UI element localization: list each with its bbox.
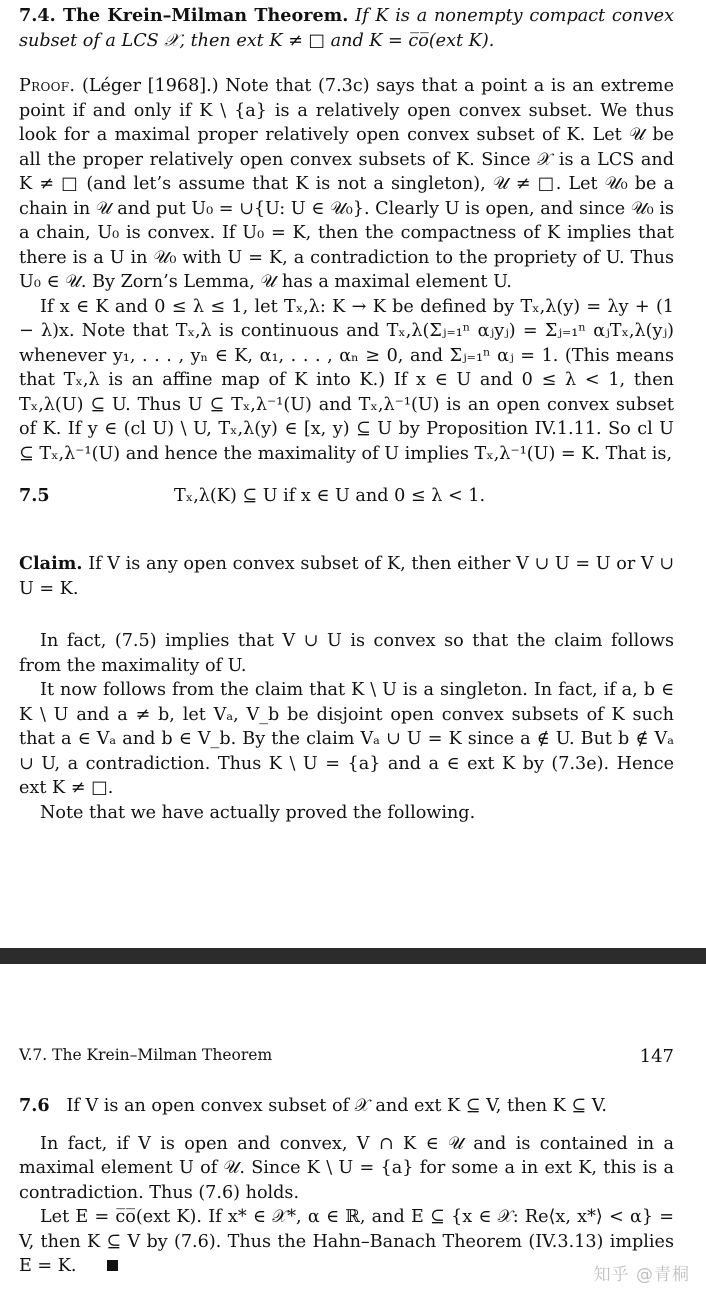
conclusion-text: Let E = c̅o̅(ext K). If x* ∈ 𝒳*, α ∈ ℝ, and E ⊆ {x ∈ 𝒳: Re⟨x, x*⟩ < α} = V, then K ⊆ V by (7.6). Thus the Hahn–Banach Theorem (IV.3.13) implies E = K. [19, 1207, 674, 1276]
proposition-text: If V is an open convex subset of 𝒳 and ext K ⊆ V, then K ⊆ V. [66, 1096, 607, 1116]
theorem-label: 7.4. The Krein–Milman Theorem. [19, 5, 349, 26]
theorem-statement: If K is a nonempty compact convex subset of a LCS 𝒳, then ext K ≠ □ and K = c̅o̅(ext K). [19, 6, 674, 51]
proposition-label: 7.6 [19, 1095, 50, 1116]
page-number: 147 [639, 1046, 674, 1067]
qed-square-icon [107, 1260, 118, 1271]
running-header [19, 1046, 674, 1067]
proof-paragraph-1 [19, 74, 674, 295]
equation-formula: Tₓ,λ(K) ⊆ U if x ∈ U and 0 ≤ λ < 1. [174, 486, 486, 506]
page-bottom-content [19, 1094, 674, 1279]
proof-text-1: (Léger [1968].) Note that (7.3c) says that a point a is an extreme point if and only if K \ {a} is a relatively open convex subset. We thus look for a maximal proper relatively open convex subset of K. Let 𝒰 be all the proper relatively open convex subsets of K. Since 𝒳 is a LCS and K ≠ □ (and let’s assume that K is not a singleton), 𝒰 ≠ □. Let 𝒰₀ be a chain in 𝒰 and put U₀ = ∪{U: U ∈ 𝒰₀}. Clearly U is open, and since 𝒰₀ is a chain, U₀ is convex. If U₀ = K, then the compactness of K implies that there is a U in 𝒰₀ with U = K, a contradiction to the propriety of U. Thus U₀ ∈ 𝒰. By Zorn’s Lemma, 𝒰 has a maximal element U. [19, 76, 675, 292]
proof-paragraph-2: If x ∈ K and 0 ≤ λ ≤ 1, let Tₓ,λ: K → K be defined by Tₓ,λ(y) = λy + (1 − λ)x. Note that Tₓ,λ is continuous and Tₓ,λ(Σⱼ₌₁ⁿ αⱼyⱼ) = Σⱼ₌₁ⁿ αⱼTₓ,λ(yⱼ) whenever y₁, . . . , yₙ ∈ K, α₁, . . . , αₙ ≥ 0, and Σⱼ₌₁ⁿ αⱼ = 1. (This means that Tₓ,λ is an affine map of K into K.) If x ∈ U and 0 ≤ λ < 1, then Tₓ,λ(U) ⊆ U. Thus U ⊆ Tₓ,λ⁻¹(U) and Tₓ,λ⁻¹(U) is an open convex subset of K. If y ∈ (cl U) \ U, Tₓ,λ(y) ∈ [x, y) ⊆ U by Proposition IV.1.11. So cl U ⊆ Tₓ,λ⁻¹(U) and hence the maximality of U implies Tₓ,λ⁻¹(U) = K. That is, [19, 296, 674, 464]
claim-text: If V is any open convex subset of K, then either V ∪ U = U or V ∪ U = K. [19, 554, 675, 599]
equation-label: 7.5 [19, 485, 50, 506]
paragraph-singleton: It now follows from the claim that K \ U is a singleton. In fact, if a, b ∈ K \ U and a ≠ b, let Vₐ, V_b be disjoint open convex subsets of K such that a ∈ Vₐ and b ∈ V_b. By the claim Vₐ ∪ U = K since a ∉ U. But b ∉ Vₐ ∪ U, a contradiction. Thus K \ U = {a} and a ∈ ext K by (7.3e). Hence ext K ≠ □. [19, 680, 674, 798]
claim-label: Claim. [19, 553, 83, 574]
paragraph-in-fact: In fact, if V is open and convex, V ∩ K ∈ 𝒰 and is contained in a maximal element U of 𝒰. Since K \ U = {a} for some a in ext K, this is a contradiction. Thus (7.6) holds. [19, 1133, 674, 1203]
paragraph-claim-proof: In fact, (7.5) implies that V ∪ U is convex so that the claim follows from the maximality of U. [19, 631, 674, 676]
book-page-bottom [0, 964, 706, 1307]
claim-paragraph [19, 552, 674, 601]
watermark: 知乎 @青桐 [593, 1265, 690, 1285]
running-title: V.7. The Krein–Milman Theorem [19, 1046, 273, 1064]
paragraph-note: Note that we have actually proved the following. [40, 802, 476, 823]
page-divider [0, 948, 706, 964]
page-top-content [19, 4, 674, 825]
equation-7-5 [19, 484, 674, 524]
theorem-7-4 [19, 4, 674, 53]
proof-label: Proof. [19, 76, 76, 96]
proposition-7-6 [19, 1094, 674, 1119]
paragraph-conclusion [19, 1205, 674, 1279]
